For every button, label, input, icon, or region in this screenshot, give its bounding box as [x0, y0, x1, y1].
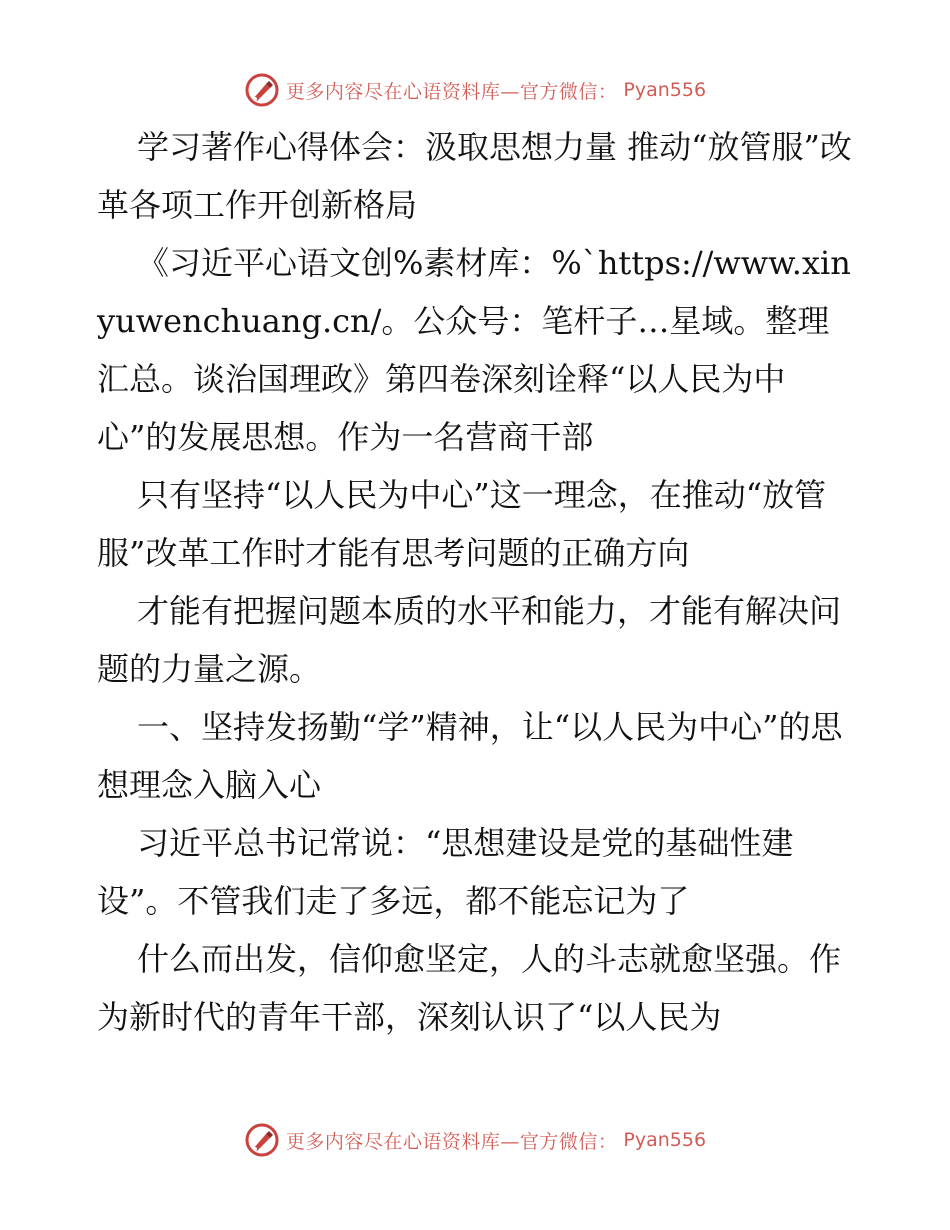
- header-banner-text: 更多内容尽在心语资料库—官方微信：: [285, 80, 618, 103]
- paragraph-3: 才能有把握问题本质的水平和能力，才能有解决问题的力量之源。: [97, 592, 842, 688]
- document-title: 学习著作心得体会：汲取思想力量 推动“放管服”改革各项工作开创新格局: [97, 128, 852, 224]
- footer-banner-handle: Pyan556: [623, 1129, 707, 1151]
- pen-logo-icon: [244, 1122, 280, 1158]
- paragraph-6: 什么而出发，信仰愈坚定，人的斗志就愈坚强。作为新时代的青年干部，深刻认识了“以人民为: [97, 940, 842, 1036]
- document-body: [97, 118, 857, 1046]
- header-watermark-banner: [0, 68, 950, 112]
- pen-logo-icon: [244, 72, 280, 108]
- footer-banner-text: 更多内容尽在心语资料库—官方微信：: [285, 1130, 618, 1153]
- paragraph-5: 习近平总书记常说：“思想建设是党的基础性建设”。不管我们走了多远，都不能忘记为了: [97, 824, 794, 920]
- header-banner-handle: Pyan556: [623, 79, 707, 101]
- section-heading-1: 一、坚持发扬勤“学”精神，让“以人民为中心”的思想理念入脑入心: [97, 708, 843, 804]
- paragraph-2: 只有坚持“以人民为中心”这一理念，在推动“放管服”改革工作时才能有思考问题的正确方向: [97, 476, 827, 572]
- paragraph-1: 《习近平心语文创%素材库：%`https://www.xinyuwenchuang.cn/。公众号：笔杆子…星域。整理汇总。谈治国理政》第四卷深刻诠释“以人民为中心”的发展思想。作为一名营商干部: [97, 244, 851, 456]
- footer-watermark-banner: [0, 1118, 950, 1162]
